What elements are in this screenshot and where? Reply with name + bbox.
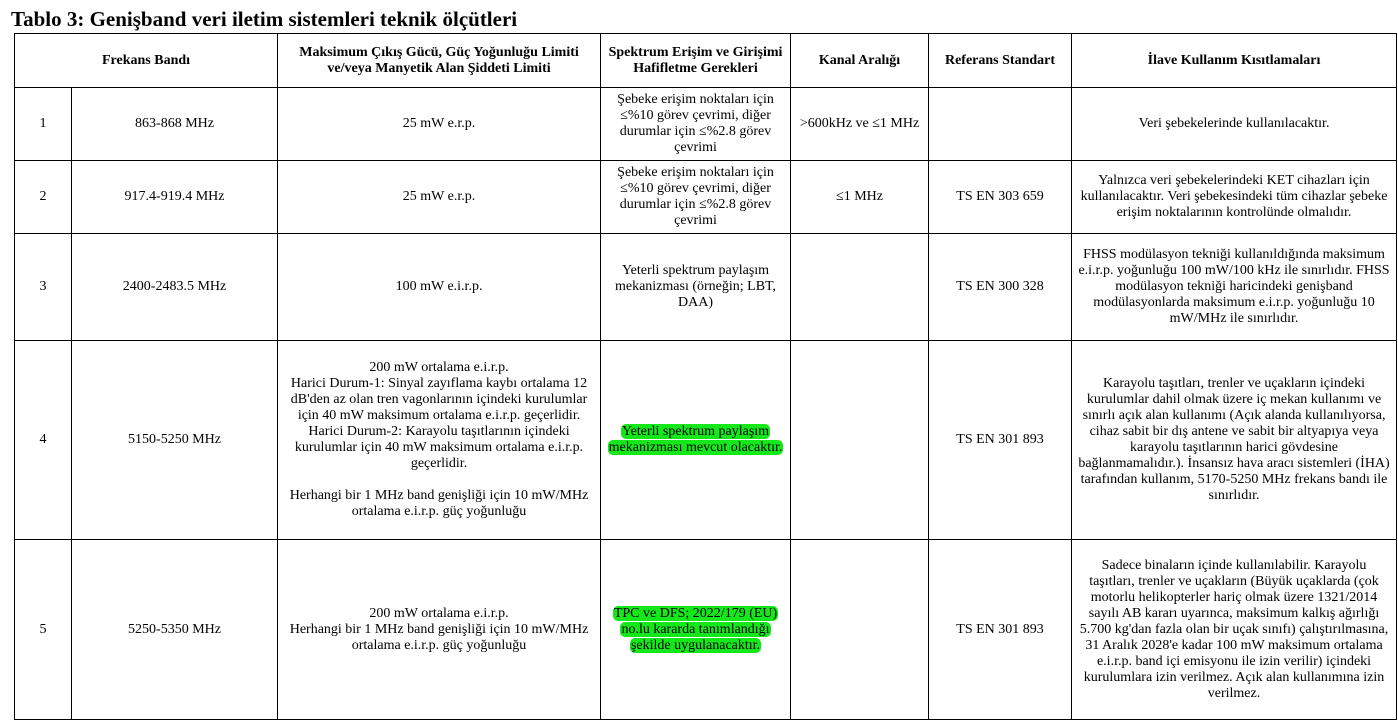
header-frequency-band: Frekans Bandı bbox=[15, 34, 278, 88]
header-additional-restrictions: İlave Kullanım Kısıtlamaları bbox=[1072, 34, 1397, 88]
power-line: Herhangi bir 1 MHz band genişliği için 10 mW/MHz ortalama e.i.r.p. güç yoğunluğu bbox=[289, 488, 589, 519]
max-power bbox=[278, 88, 601, 161]
max-power bbox=[278, 161, 601, 234]
additional-restrictions: Sadece binaların içinde kullanılabilir. Karayolu taşıtları, trenler ve uçakların (Büyük uçaklarda (çok motorlu helikopterler hariç olmak üzere 1321/2014 sayılı AB kararı uyarınca, maksimum kalkış ağırlığı 5.700 kg'dan fazla olan bir uçak sınıfı) çalıştırılmasına, 31 Aralık 2028'e kadar 100 mW maksimum ortalama e.i.r.p. band içi emisyonu ile izin verilir) içindeki kurulumlara izin verilmez. Açık alan kullanımına izin verilmez. bbox=[1072, 540, 1397, 720]
row-number: 5 bbox=[15, 540, 72, 720]
max-power bbox=[278, 341, 601, 540]
channel-spacing bbox=[791, 341, 929, 540]
spectrum-access bbox=[601, 540, 791, 720]
channel-spacing: >600kHz ve ≤1 MHz bbox=[791, 88, 929, 161]
frequency-band: 863-868 MHz bbox=[72, 88, 278, 161]
table-row bbox=[15, 540, 1397, 720]
channel-spacing bbox=[791, 234, 929, 341]
spectrum-access bbox=[601, 161, 791, 234]
frequency-band: 5250-5350 MHz bbox=[72, 540, 278, 720]
max-power bbox=[278, 234, 601, 341]
reference-standard bbox=[929, 88, 1072, 161]
spectrum-access bbox=[601, 88, 791, 161]
max-power bbox=[278, 540, 601, 720]
additional-restrictions: Yalnızca veri şebekelerindeki KET cihazları için kullanılacaktır. Veri şebekesindeki tüm cihazlar şebeke erişim noktalarının kontrolünde olmalıdır. bbox=[1072, 161, 1397, 234]
frequency-band: 5150-5250 MHz bbox=[72, 341, 278, 540]
power-line: 25 mW e.r.p. bbox=[402, 189, 476, 204]
additional-restrictions: FHSS modülasyon tekniği kullanıldığında maksimum e.i.r.p. yoğunluğu 100 mW/100 kHz ile sınırlıdır. FHSS modülasyon tekniği haricindeki genişband modülasyonlarda maksimum e.i.r.p. yoğunluğu 10 mW/MHz ile sınırlıdır. bbox=[1072, 234, 1397, 341]
power-line: Harici Durum-2: Karayolu taşıtlarının içindeki kurulumlar için 40 mW maksimum ortalama e.i.r.p. geçerlidir. bbox=[294, 424, 584, 471]
row-number: 1 bbox=[15, 88, 72, 161]
additional-restrictions: Karayolu taşıtları, trenler ve uçakların içindeki kurulumlar dahil olmak üzere iç mekan kullanımı ve sınırlı açık alan kullanımı (Açık alanda kullanılıyorsa, cihaz sabit bir dış antene ve sabit bir altyapıya veya karayolu taşıtlarının harici gövdesine bağlanmamalıdır.). İnsansız hava aracı sistemleri (İHA) tarafından kullanım, 5170-5250 MHz frekans bandı ile sınırlıdır. bbox=[1072, 341, 1397, 540]
power-line: Herhangi bir 1 MHz band genişliği için 10 mW/MHz ortalama e.i.r.p. güç yoğunluğu bbox=[289, 621, 589, 653]
header-max-power: Maksimum Çıkış Gücü, Güç Yoğunluğu Limiti ve/veya Manyetik Alan Şiddeti Limiti bbox=[278, 34, 601, 88]
table-title: Tablo 3: Genişband veri iletim sistemleri teknik ölçütleri bbox=[11, 7, 518, 31]
frequency-band: 2400-2483.5 MHz bbox=[72, 234, 278, 341]
channel-spacing bbox=[791, 540, 929, 720]
technical-criteria-table bbox=[14, 33, 1397, 720]
table-row bbox=[15, 341, 1397, 540]
access-text: Şebeke erişim noktaları için ≤%10 görev çevrimi, diğer durumlar için ≤%2.8 görev çevrimi bbox=[617, 165, 774, 228]
power-line: 200 mW ortalama e.i.r.p. bbox=[369, 605, 509, 621]
additional-restrictions: Veri şebekelerinde kullanılacaktır. bbox=[1072, 88, 1397, 161]
power-line: 200 mW ortalama e.i.r.p. bbox=[369, 360, 509, 375]
highlighted-access-text: TPC ve DFS; 2022/179 (EU) no.lu kararda tanımlandığı şekilde uygulanacaktır. bbox=[613, 605, 778, 653]
power-line: 100 mW e.i.r.p. bbox=[395, 279, 483, 294]
header-reference-standard: Referans Standart bbox=[929, 34, 1072, 88]
header-spectrum-access: Spektrum Erişim ve Girişimi Hafifletme Gerekleri bbox=[601, 34, 791, 88]
power-line: 25 mW e.r.p. bbox=[402, 116, 476, 131]
table-row bbox=[15, 161, 1397, 234]
table-row bbox=[15, 88, 1397, 161]
channel-spacing: ≤1 MHz bbox=[791, 161, 929, 234]
spectrum-access bbox=[601, 234, 791, 341]
reference-standard: TS EN 301 893 bbox=[929, 341, 1072, 540]
access-text: Yeterli spektrum paylaşım mekanizması (örneğin; LBT, DAA) bbox=[614, 263, 777, 310]
highlighted-access-text: Yeterli spektrum paylaşım mekanizması mevcut olacaktır. bbox=[608, 424, 783, 455]
reference-standard: TS EN 303 659 bbox=[929, 161, 1072, 234]
row-number: 2 bbox=[15, 161, 72, 234]
row-number: 4 bbox=[15, 341, 72, 540]
frequency-band: 917.4-919.4 MHz bbox=[72, 161, 278, 234]
spectrum-access bbox=[601, 341, 791, 540]
access-text: Şebeke erişim noktaları için ≤%10 görev çevrimi, diğer durumlar için ≤%2.8 görev çevrimi bbox=[617, 92, 774, 155]
reference-standard: TS EN 300 328 bbox=[929, 234, 1072, 341]
table-row bbox=[15, 234, 1397, 341]
power-line: Harici Durum-1: Sinyal zayıflama kaybı ortalama 12 dB'den az olan tren vagonlarının içindeki kurulumlar için 40 mW maksimum ortalama e.i.r.p. geçerlidir. bbox=[290, 376, 588, 423]
reference-standard: TS EN 301 893 bbox=[929, 540, 1072, 720]
header-row bbox=[15, 34, 1397, 88]
table-body bbox=[15, 88, 1397, 720]
header-channel-spacing: Kanal Aralığı bbox=[791, 34, 929, 88]
row-number: 3 bbox=[15, 234, 72, 341]
power-spacer bbox=[284, 472, 594, 488]
